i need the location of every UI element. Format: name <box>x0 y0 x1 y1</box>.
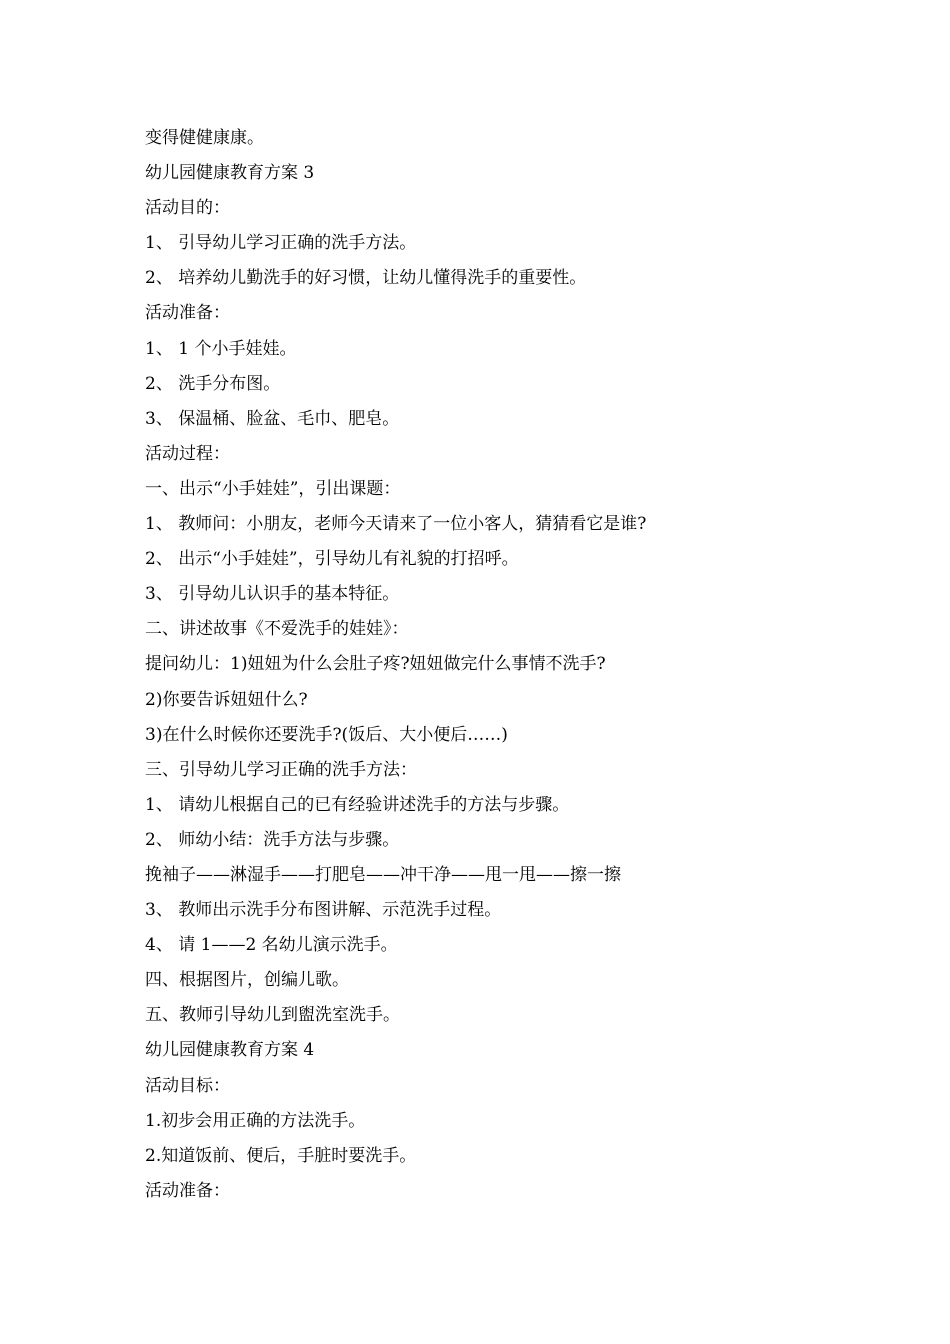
list-item: 3、 保温桶、脸盆、毛巾、肥皂。 <box>145 408 400 429</box>
list-item: 2、 培养幼儿勤洗手的好习惯，让幼儿懂得洗手的重要性。 <box>145 268 587 289</box>
section-heading: 幼儿园健康教育方案 4 <box>145 1040 315 1061</box>
list-item: 2、 出示“小手娃娃”，引导幼儿有礼貌的打招呼。 <box>145 549 519 570</box>
subheading: 活动目的： <box>145 198 230 219</box>
subheading: 活动过程： <box>145 443 230 464</box>
section-heading: 幼儿园健康教育方案 3 <box>145 163 315 184</box>
text-line: 提问幼儿：1)妞妞为什么会肚子疼?妞妞做完什么事情不洗手? <box>145 654 606 675</box>
subheading: 活动目标： <box>145 1075 230 1096</box>
subheading: 活动准备： <box>145 1180 230 1201</box>
list-item: 2、 洗手分布图。 <box>145 373 281 394</box>
text-line: 2)你要告诉妞妞什么? <box>145 689 308 710</box>
subheading: 活动准备： <box>145 303 230 324</box>
list-item: 3、 引导幼儿认识手的基本特征。 <box>145 584 400 605</box>
step-heading: 二、讲述故事《不爱洗手的娃娃》： <box>145 619 409 640</box>
text-line: 变得健健康康。 <box>145 128 264 148</box>
step-heading: 一、出示“小手娃娃”，引出课题： <box>145 478 401 499</box>
list-item: 2.知道饭前、便后，手脏时要洗手。 <box>145 1145 417 1166</box>
step-heading: 五、教师引导幼儿到盥洗室洗手。 <box>145 1005 400 1026</box>
step-heading: 四、根据图片，创编儿歌。 <box>145 970 349 991</box>
list-item: 2、 师幼小结：洗手方法与步骤。 <box>145 829 400 850</box>
list-item: 1、 请幼儿根据自己的已有经验讲述洗手的方法与步骤。 <box>145 794 570 815</box>
step-heading: 三、引导幼儿学习正确的洗手方法： <box>145 759 417 780</box>
list-item: 1、 引导幼儿学习正确的洗手方法。 <box>145 233 417 254</box>
list-item: 1、 教师问：小朋友，老师今天请来了一位小客人，猜猜看它是谁? <box>145 514 647 535</box>
text-line: 3)在什么时候你还要洗手?(饭后、大小便后……) <box>145 724 508 745</box>
document-body <box>145 121 825 1209</box>
list-item: 1.初步会用正确的方法洗手。 <box>145 1110 366 1131</box>
list-item: 1、 1 个小手娃娃。 <box>145 338 297 359</box>
list-item: 3、 教师出示洗手分布图讲解、示范洗手过程。 <box>145 900 502 921</box>
text-line: 挽袖子——淋湿手——打肥皂——冲干净——甩一甩——擦一擦 <box>145 864 621 885</box>
list-item: 4、 请 1——2 名幼儿演示洗手。 <box>145 935 398 956</box>
